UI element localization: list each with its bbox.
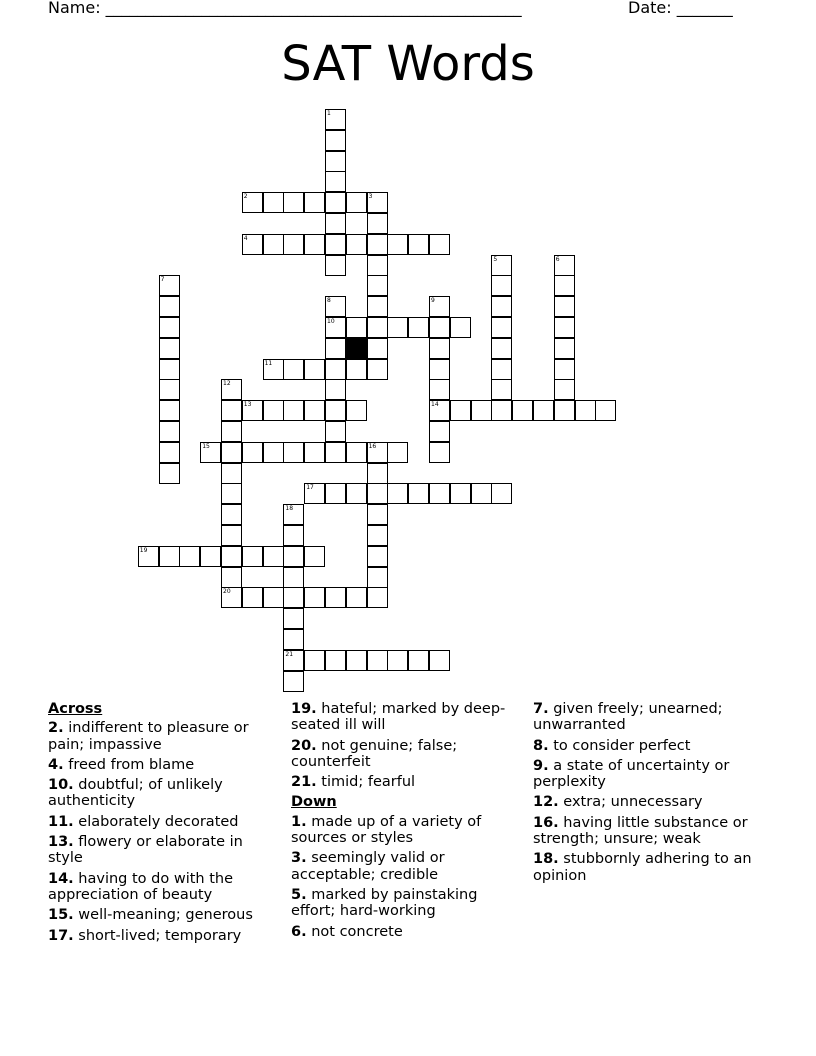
clue-text: indifferent to pleasure or pain; impassive bbox=[48, 720, 249, 753]
clue-number: 1. bbox=[291, 813, 307, 830]
grid-cell[interactable] bbox=[325, 234, 346, 255]
grid-cell[interactable] bbox=[283, 608, 304, 629]
grid-cell[interactable] bbox=[346, 483, 367, 504]
clues-column-3 bbox=[533, 701, 763, 888]
grid-cell[interactable] bbox=[221, 525, 242, 546]
clue-text: hateful; marked by deep-seated ill will bbox=[291, 701, 506, 734]
grid-cell[interactable] bbox=[367, 296, 388, 317]
clue-number-label: 3 bbox=[368, 193, 373, 201]
grid-cell[interactable] bbox=[491, 359, 512, 380]
grid-cell[interactable] bbox=[346, 192, 367, 213]
grid-cell[interactable] bbox=[387, 317, 408, 338]
grid-cell[interactable] bbox=[429, 650, 450, 671]
grid-cell[interactable] bbox=[325, 587, 346, 608]
grid-cell[interactable] bbox=[304, 546, 325, 567]
clues-column-1 bbox=[48, 701, 278, 948]
grid-cell[interactable] bbox=[429, 442, 450, 463]
down-clue bbox=[533, 738, 763, 754]
clue-number: 15. bbox=[48, 907, 74, 924]
clues-column-2 bbox=[291, 701, 521, 944]
grid-cell[interactable] bbox=[304, 400, 325, 421]
clue-number-label: 6 bbox=[555, 255, 560, 263]
grid-cell[interactable] bbox=[283, 525, 304, 546]
down-clue bbox=[291, 924, 521, 940]
clue-number-label: 5 bbox=[493, 255, 498, 263]
grid-cell[interactable] bbox=[367, 587, 388, 608]
grid-cell[interactable] bbox=[283, 192, 304, 213]
grid-cell[interactable] bbox=[450, 400, 471, 421]
clue-text: having to do with the appreciation of beauty bbox=[48, 870, 234, 903]
grid-cell[interactable] bbox=[367, 650, 388, 671]
grid-cell[interactable] bbox=[512, 400, 533, 421]
across-clue bbox=[291, 774, 521, 790]
clue-number: 14. bbox=[48, 870, 74, 887]
clue-text: a state of uncertainty or perplexity bbox=[533, 757, 730, 791]
grid-cell[interactable] bbox=[159, 546, 180, 567]
grid-cell[interactable] bbox=[554, 400, 575, 421]
clue-number: 11. bbox=[48, 813, 74, 830]
clue-text: not concrete bbox=[306, 923, 403, 940]
down-clue bbox=[533, 794, 763, 810]
down-clue bbox=[291, 850, 521, 883]
grid-cell[interactable] bbox=[159, 338, 180, 359]
clue-text: having little substance or strength; unsure; weak bbox=[533, 814, 748, 848]
clue-number-label: 1 bbox=[327, 110, 331, 117]
clue-number-label: 17 bbox=[306, 484, 314, 492]
clue-number: 20. bbox=[291, 737, 317, 754]
grid-cell[interactable] bbox=[221, 504, 242, 525]
grid-cell[interactable] bbox=[367, 567, 388, 588]
grid-cell[interactable] bbox=[325, 255, 346, 276]
grid-cell[interactable] bbox=[429, 234, 450, 255]
clue-text: seemingly valid or acceptable; credible bbox=[291, 850, 445, 883]
down-clue bbox=[533, 815, 763, 848]
grid-cell[interactable] bbox=[159, 296, 180, 317]
grid-cell[interactable] bbox=[325, 379, 346, 400]
down-clue bbox=[533, 701, 763, 734]
grid-cell[interactable] bbox=[221, 567, 242, 588]
grid-cell[interactable] bbox=[471, 483, 492, 504]
grid-cell[interactable] bbox=[367, 359, 388, 380]
grid-cell[interactable] bbox=[408, 234, 429, 255]
grid-cell[interactable] bbox=[304, 650, 325, 671]
down-clue bbox=[533, 758, 763, 791]
across-clue bbox=[48, 834, 278, 867]
across-heading: Across bbox=[48, 701, 103, 717]
grid-cell[interactable] bbox=[491, 275, 512, 296]
grid-cell[interactable] bbox=[554, 359, 575, 380]
grid-cell[interactable] bbox=[242, 546, 263, 567]
grid-cell[interactable] bbox=[554, 338, 575, 359]
grid-cell[interactable] bbox=[159, 317, 180, 338]
clue-number: 17. bbox=[48, 927, 74, 944]
across-clue bbox=[48, 928, 278, 944]
clue-number: 18. bbox=[533, 851, 559, 868]
clue-number: 8. bbox=[533, 737, 549, 754]
grid-cell[interactable] bbox=[408, 317, 429, 338]
grid-cell[interactable] bbox=[346, 359, 367, 380]
grid-cell[interactable] bbox=[429, 338, 450, 359]
name-field-line: Name: ____________________________________________________ bbox=[48, 0, 522, 17]
clue-number-label: 16 bbox=[368, 442, 377, 450]
grid-cell[interactable] bbox=[304, 442, 325, 463]
clue-number: 16. bbox=[533, 814, 559, 831]
grid-cell[interactable] bbox=[387, 483, 408, 504]
grid-cell[interactable] bbox=[221, 546, 242, 567]
clue-number: 6. bbox=[291, 923, 307, 940]
grid-cell[interactable] bbox=[325, 192, 346, 213]
across-clue bbox=[291, 738, 521, 771]
grid-cell[interactable] bbox=[491, 317, 512, 338]
clue-number-label: 4 bbox=[243, 234, 248, 242]
grid-cell[interactable] bbox=[304, 359, 325, 380]
clue-number: 9. bbox=[533, 757, 549, 774]
down-clues-part-1 bbox=[291, 814, 521, 940]
grid-cell[interactable] bbox=[159, 359, 180, 380]
grid-cell[interactable] bbox=[283, 546, 304, 567]
grid-cell[interactable] bbox=[346, 442, 367, 463]
page-title: SAT Words bbox=[281, 36, 535, 92]
grid-cell[interactable] bbox=[263, 234, 284, 255]
grid-cell[interactable] bbox=[367, 213, 388, 234]
grid-cell[interactable] bbox=[367, 483, 388, 504]
clue-number-label: 14 bbox=[431, 401, 439, 409]
clue-number-label: 9 bbox=[431, 297, 435, 305]
grid-cell[interactable] bbox=[263, 192, 284, 213]
grid-cell[interactable] bbox=[283, 567, 304, 588]
grid-cell[interactable] bbox=[471, 400, 492, 421]
clue-number-label: 12 bbox=[223, 380, 231, 388]
grid-cell[interactable] bbox=[367, 234, 388, 255]
grid-cell[interactable] bbox=[533, 400, 554, 421]
grid-cell[interactable] bbox=[283, 400, 304, 421]
across-clue bbox=[48, 907, 278, 923]
grid-cell[interactable] bbox=[325, 442, 346, 463]
clue-text: well-meaning; generous bbox=[73, 907, 253, 924]
grid-cell[interactable] bbox=[325, 171, 346, 192]
grid-cell[interactable] bbox=[387, 234, 408, 255]
clue-text: not genuine; false; counterfeit bbox=[291, 737, 458, 770]
clue-text: timid; fearful bbox=[316, 774, 416, 791]
across-clue bbox=[48, 720, 278, 753]
grid-cell[interactable] bbox=[325, 400, 346, 421]
clue-number: 19. bbox=[291, 701, 317, 717]
grid-cell[interactable] bbox=[200, 546, 221, 567]
grid-cell[interactable] bbox=[263, 587, 284, 608]
grid-cell[interactable] bbox=[346, 234, 367, 255]
grid-cell[interactable] bbox=[346, 400, 367, 421]
grid-cell[interactable] bbox=[491, 296, 512, 317]
grid-cell[interactable] bbox=[491, 483, 512, 504]
clue-number: 13. bbox=[48, 834, 74, 851]
grid-cell[interactable] bbox=[429, 483, 450, 504]
grid-cell[interactable] bbox=[554, 379, 575, 400]
grid-cell[interactable] bbox=[304, 192, 325, 213]
clue-text: elaborately decorated bbox=[73, 813, 239, 830]
clue-number-label: 18 bbox=[285, 505, 294, 513]
grid-cell[interactable] bbox=[283, 671, 304, 692]
across-clues-part-1 bbox=[48, 720, 278, 944]
across-clue bbox=[48, 757, 278, 773]
grid-cell[interactable] bbox=[221, 442, 242, 463]
clue-text: freed from blame bbox=[63, 756, 195, 773]
clue-number-label: 19 bbox=[139, 546, 148, 554]
grid-cell[interactable] bbox=[221, 421, 242, 442]
grid-cell[interactable] bbox=[221, 463, 242, 484]
grid-cell[interactable] bbox=[346, 587, 367, 608]
grid-cell[interactable] bbox=[575, 400, 596, 421]
grid-cell[interactable] bbox=[554, 317, 575, 338]
clue-number-label: 11 bbox=[264, 359, 273, 367]
grid-cell[interactable] bbox=[491, 400, 512, 421]
grid-cell[interactable] bbox=[325, 151, 346, 172]
clue-number: 2. bbox=[48, 720, 64, 737]
down-clue bbox=[533, 851, 763, 884]
grid-cell[interactable] bbox=[263, 546, 284, 567]
grid-cell[interactable] bbox=[221, 400, 242, 421]
grid-cell[interactable] bbox=[263, 442, 284, 463]
grid-cell[interactable] bbox=[283, 234, 304, 255]
clue-number-label: 7 bbox=[160, 276, 165, 284]
grid-cell[interactable] bbox=[387, 442, 408, 463]
clue-number: 3. bbox=[291, 850, 307, 867]
across-clue bbox=[48, 871, 278, 904]
grid-cell[interactable] bbox=[159, 421, 180, 442]
across-clues-part-2 bbox=[291, 701, 521, 790]
grid-cell[interactable] bbox=[325, 483, 346, 504]
grid-cell[interactable] bbox=[283, 629, 304, 650]
across-clue bbox=[48, 777, 278, 810]
grid-cell[interactable] bbox=[367, 275, 388, 296]
grid-cell[interactable] bbox=[179, 546, 200, 567]
grid-cell[interactable] bbox=[159, 379, 180, 400]
clue-number: 5. bbox=[291, 886, 307, 903]
grid-cell[interactable] bbox=[367, 525, 388, 546]
grid-cell[interactable] bbox=[554, 296, 575, 317]
grid-cell[interactable] bbox=[221, 483, 242, 504]
clue-text: stubbornly adhering to an opinion bbox=[533, 851, 752, 884]
grid-cell[interactable] bbox=[242, 587, 263, 608]
clue-text: made up of a variety of sources or styles bbox=[291, 813, 482, 847]
grid-cell[interactable] bbox=[429, 379, 450, 400]
down-heading: Down bbox=[291, 794, 337, 811]
grid-cell[interactable] bbox=[367, 504, 388, 525]
clue-number-label: 2 bbox=[243, 193, 248, 201]
grid-cell[interactable] bbox=[367, 338, 388, 359]
grid-cell[interactable] bbox=[283, 359, 304, 380]
clue-text: marked by painstaking effort; hard-working bbox=[291, 886, 478, 920]
grid-cell[interactable] bbox=[159, 442, 180, 463]
grid-cell[interactable] bbox=[429, 421, 450, 442]
across-clue bbox=[48, 814, 278, 830]
grid-cell[interactable] bbox=[491, 379, 512, 400]
clue-number: 10. bbox=[48, 777, 74, 794]
grid-cell[interactable] bbox=[595, 400, 616, 421]
grid-cell[interactable] bbox=[304, 587, 325, 608]
grid-cell[interactable] bbox=[367, 463, 388, 484]
grid-cell[interactable] bbox=[346, 650, 367, 671]
clue-number: 21. bbox=[291, 774, 317, 791]
clue-number-label: 10 bbox=[327, 318, 335, 325]
down-clues-part-2 bbox=[533, 701, 763, 884]
black-cell bbox=[346, 338, 367, 359]
down-clue bbox=[291, 814, 521, 847]
clue-number-label: 21 bbox=[285, 650, 294, 658]
clue-text: short-lived; temporary bbox=[73, 927, 242, 944]
grid-cell[interactable] bbox=[159, 400, 180, 421]
clue-text: to consider perfect bbox=[548, 737, 691, 754]
grid-cell[interactable] bbox=[367, 255, 388, 276]
clue-text: extra; unnecessary bbox=[558, 794, 703, 811]
clue-number-label: 13 bbox=[243, 401, 252, 409]
grid-cell[interactable] bbox=[491, 338, 512, 359]
grid-cell[interactable] bbox=[429, 359, 450, 380]
clue-number: 7. bbox=[533, 701, 549, 717]
grid-cell[interactable] bbox=[325, 359, 346, 380]
grid-cell[interactable] bbox=[367, 546, 388, 567]
grid-cell[interactable] bbox=[325, 421, 346, 442]
grid-cell[interactable] bbox=[325, 213, 346, 234]
clue-text: given freely; unearned; unwarranted bbox=[533, 701, 723, 734]
clue-text: flowery or elaborate in style bbox=[48, 834, 243, 867]
grid-cell[interactable] bbox=[387, 650, 408, 671]
grid-cell[interactable] bbox=[325, 130, 346, 151]
grid-cell[interactable] bbox=[367, 317, 388, 338]
grid-cell[interactable] bbox=[346, 317, 367, 338]
down-clue bbox=[291, 887, 521, 920]
grid-cell[interactable] bbox=[408, 650, 429, 671]
across-clue bbox=[291, 701, 521, 734]
clue-number-label: 20 bbox=[223, 588, 231, 596]
grid-cell[interactable] bbox=[159, 463, 180, 484]
grid-cell[interactable] bbox=[450, 317, 471, 338]
grid-cell[interactable] bbox=[263, 400, 284, 421]
grid-cell[interactable] bbox=[325, 650, 346, 671]
clue-number: 12. bbox=[533, 794, 559, 811]
grid-cell[interactable] bbox=[304, 234, 325, 255]
grid-cell[interactable] bbox=[325, 338, 346, 359]
clue-number: 4. bbox=[48, 756, 64, 773]
grid-cell[interactable] bbox=[242, 442, 263, 463]
clue-number-label: 8 bbox=[327, 297, 331, 305]
grid-cell[interactable] bbox=[283, 442, 304, 463]
grid-cell[interactable] bbox=[283, 587, 304, 608]
grid-cell[interactable] bbox=[450, 483, 471, 504]
grid-cell[interactable] bbox=[408, 483, 429, 504]
grid-cell[interactable] bbox=[429, 317, 450, 338]
grid-cell[interactable] bbox=[554, 275, 575, 296]
date-field-line: Date: _______ bbox=[628, 0, 733, 17]
clue-text: doubtful; of unlikely authenticity bbox=[48, 777, 223, 810]
clue-number-label: 15 bbox=[202, 442, 210, 450]
